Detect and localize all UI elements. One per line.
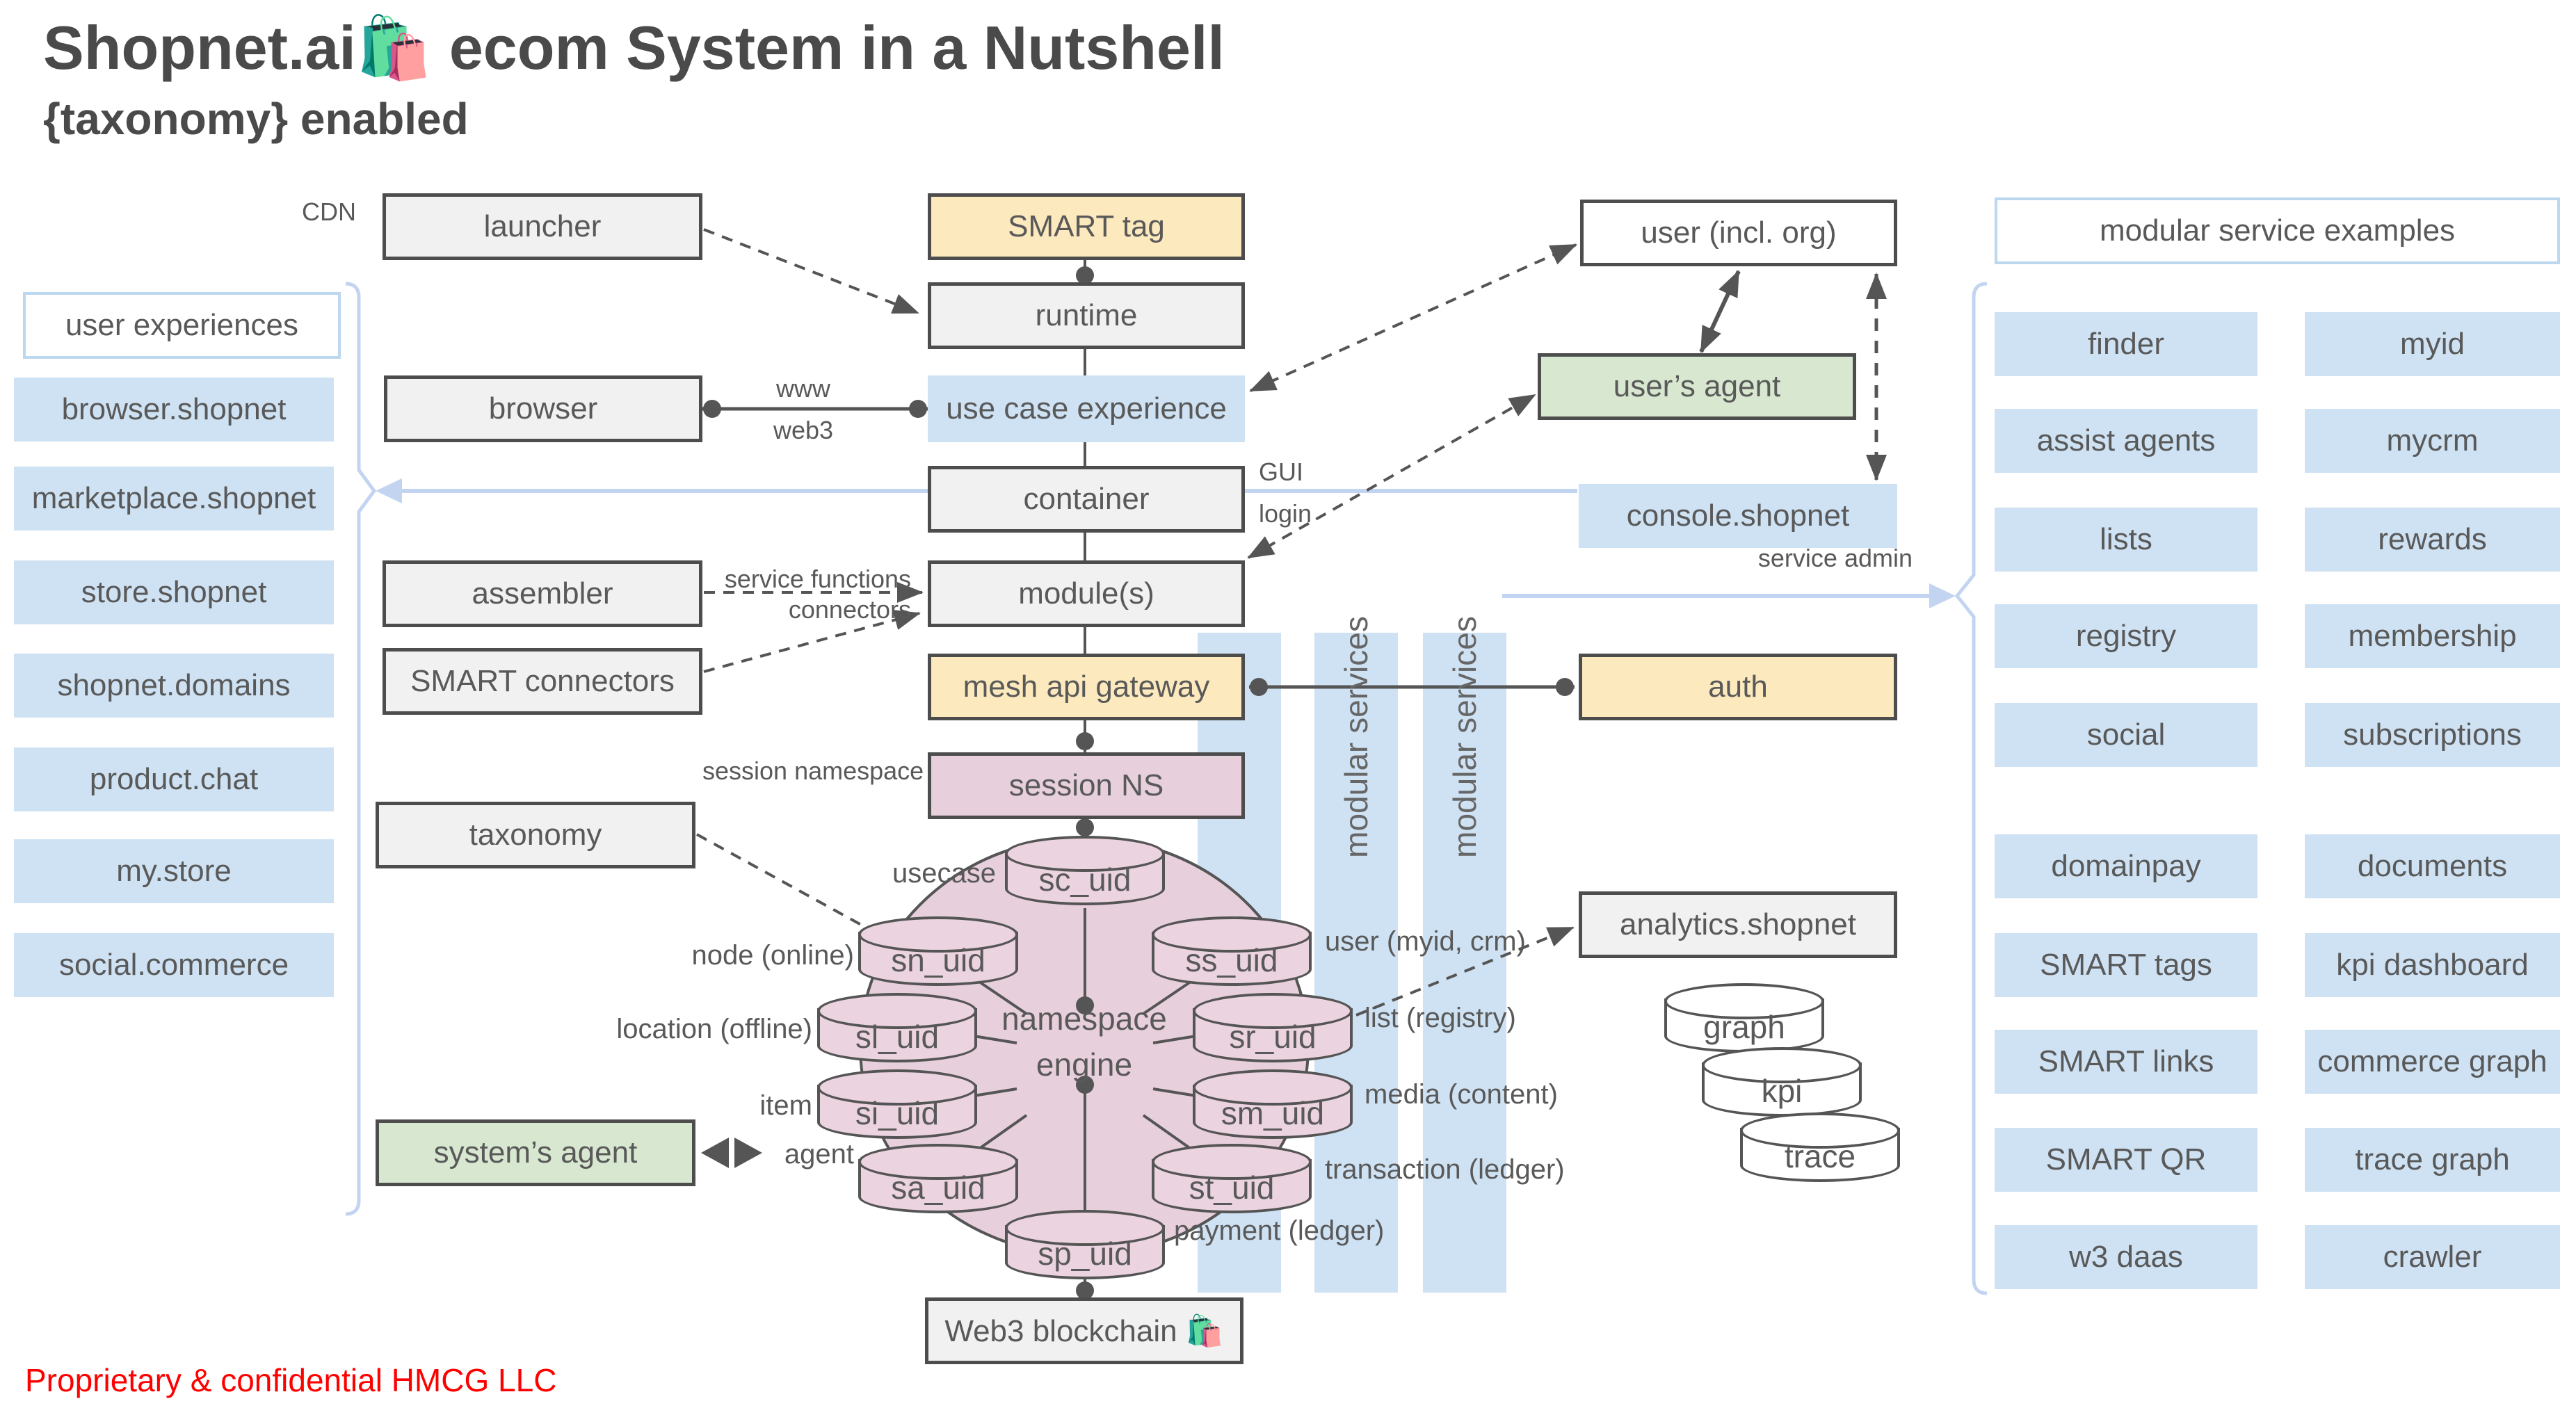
box-container: container [928,466,1245,533]
box-taxonomy: taxonomy [376,802,695,868]
dot-browser [703,400,721,418]
box-console-shopnet: console.shopnet [1579,484,1897,548]
cylinder-trace: trace [1740,1112,1900,1182]
ux-item-marketplace-shopnet: marketplace.shopnet [14,467,334,531]
user-experiences-header: user experiences [23,292,341,359]
box-systems-agent: system’s agent [376,1119,695,1186]
cylinder-kpi: kpi [1702,1047,1862,1117]
box-mesh-api-gateway: mesh api gateway [928,654,1245,720]
mse-item-w3-daas: w3 daas [1995,1225,2257,1289]
ux-item-my-store: my.store [14,839,334,903]
mse-item-kpi-dashboard: kpi dashboard [2305,933,2560,997]
page-subtitle: {taxonomy} enabled [43,94,469,144]
mse-item-membership: membership [2305,604,2560,668]
box-browser: browser [384,375,702,442]
dot-usecase [909,400,927,418]
mse-item-trace-graph: trace graph [2305,1128,2560,1192]
mse-item-mycrm: mycrm [2305,409,2560,473]
dot-mesh [1250,678,1268,696]
mse-item-documents: documents [2305,834,2560,898]
agent-right-arrow-icon [734,1138,762,1168]
cylinder-si-uid: si_uid [817,1069,977,1139]
ux-item-browser-shopnet: browser.shopnet [14,378,334,442]
agent-left-arrow-icon [701,1138,729,1168]
box-smart-connectors: SMART connectors [383,648,702,715]
mse-item-myid: myid [2305,312,2560,376]
box-assembler: assembler [383,560,702,627]
ux-item-product-chat: product.chat [14,747,334,811]
label-location-offline: location (offline) [616,1014,812,1044]
cylinder-ss-uid: ss_uid [1152,916,1312,986]
connectors-label: connectors [788,595,911,624]
www-label: www [776,374,830,403]
ux-item-shopnet-domains: shopnet.domains [14,654,334,718]
user-experiences-bracket [346,284,374,1214]
service-admin-arrowhead-icon [1929,583,1956,608]
cylinder-sr-uid: sr_uid [1193,993,1353,1062]
mse-item-crawler: crawler [2305,1225,2560,1289]
mse-item-smart-tags: SMART tags [1995,933,2257,997]
arrow-launcher-runtime [704,229,918,313]
box-use-case-experience: use case experience [928,375,1245,442]
cylinder-sl-uid: sl_uid [817,993,977,1062]
label-media-content: media (content) [1365,1079,1558,1110]
mse-item-subscriptions: subscriptions [2305,703,2560,767]
box-modules: module(s) [928,560,1245,627]
label-payment-ledger: payment (ledger) [1174,1215,1385,1246]
gui-label: GUI [1259,458,1304,486]
namespace-engine-label-line1: namespace [1001,1001,1167,1037]
arrow-usecase-user [1250,245,1576,391]
cylinder-sm-uid: sm_uid [1193,1069,1353,1139]
label-usecase: usecase [892,858,996,889]
mse-item-smart-qr: SMART QR [1995,1128,2257,1192]
box-user-incl-org: user (incl. org) [1580,200,1897,266]
mse-item-social: social [1995,703,2257,767]
cylinder-sc-uid: sc_uid [1005,836,1165,905]
modular-services-bracket [1957,284,1987,1293]
box-launcher: launcher [383,193,702,260]
ux-item-social-commerce: social.commerce [14,933,334,997]
box-runtime: runtime [928,282,1245,349]
label-list-registry: list (registry) [1365,1003,1516,1033]
mse-item-lists: lists [1995,508,2257,572]
modular-services-label-1: modular services [1338,616,1374,858]
box-session-ns: session NS [928,752,1245,819]
arrow-user-usersagent [1701,271,1739,352]
cylinder-st-uid: st_uid [1152,1144,1312,1213]
page-title: Shopnet.ai🛍️ ecom System in a Nutshell [43,13,1225,82]
mse-item-finder: finder [1995,312,2257,376]
service-functions-label: service functions [724,565,911,593]
gui-login-arrowhead-icon [376,478,402,503]
ux-item-store-shopnet: store.shopnet [14,560,334,624]
session-namespace-label: session namespace [702,756,924,785]
mse-item-rewards: rewards [2305,508,2560,572]
mse-item-smart-links: SMART links [1995,1030,2257,1094]
dot-scuid [1076,818,1094,836]
box-users-agent: user’s agent [1538,353,1856,420]
modular-service-examples-header: modular service examples [1995,197,2560,264]
label-item: item [759,1090,812,1121]
cylinder-graph: graph [1664,983,1824,1053]
dot-session [1076,732,1094,750]
label-user-myid-crm: user (myid, crm) [1325,926,1526,957]
cylinder-sn-uid: sn_uid [858,916,1018,986]
box-auth: auth [1579,654,1897,720]
login-label: login [1259,499,1312,528]
cdn-label: CDN [302,197,356,226]
box-smart-tag: SMART tag [928,193,1245,260]
dot-auth [1556,678,1574,696]
cylinder-sa-uid: sa_uid [858,1144,1018,1213]
mse-item-registry: registry [1995,604,2257,668]
label-agent: agent [784,1139,854,1170]
mse-item-assist-agents: assist agents [1995,409,2257,473]
box-web3-blockchain: Web3 blockchain 🛍️ [925,1297,1243,1364]
box-analytics-shopnet: analytics.shopnet [1579,891,1897,958]
mse-item-commerce-graph: commerce graph [2305,1030,2560,1094]
label-transaction-ledger: transaction (ledger) [1325,1154,1565,1185]
confidentiality-notice: Proprietary & confidential HMCG LLC [25,1362,557,1398]
web3-label: web3 [773,416,834,444]
mse-item-domainpay: domainpay [1995,834,2257,898]
namespace-engine-label-line2: engine [1036,1046,1133,1083]
service-admin-label: service admin [1757,544,1913,572]
modular-services-label-2: modular services [1447,616,1483,858]
label-node-online: node (online) [691,940,854,971]
cylinder-sp-uid: sp_uid [1005,1210,1165,1279]
